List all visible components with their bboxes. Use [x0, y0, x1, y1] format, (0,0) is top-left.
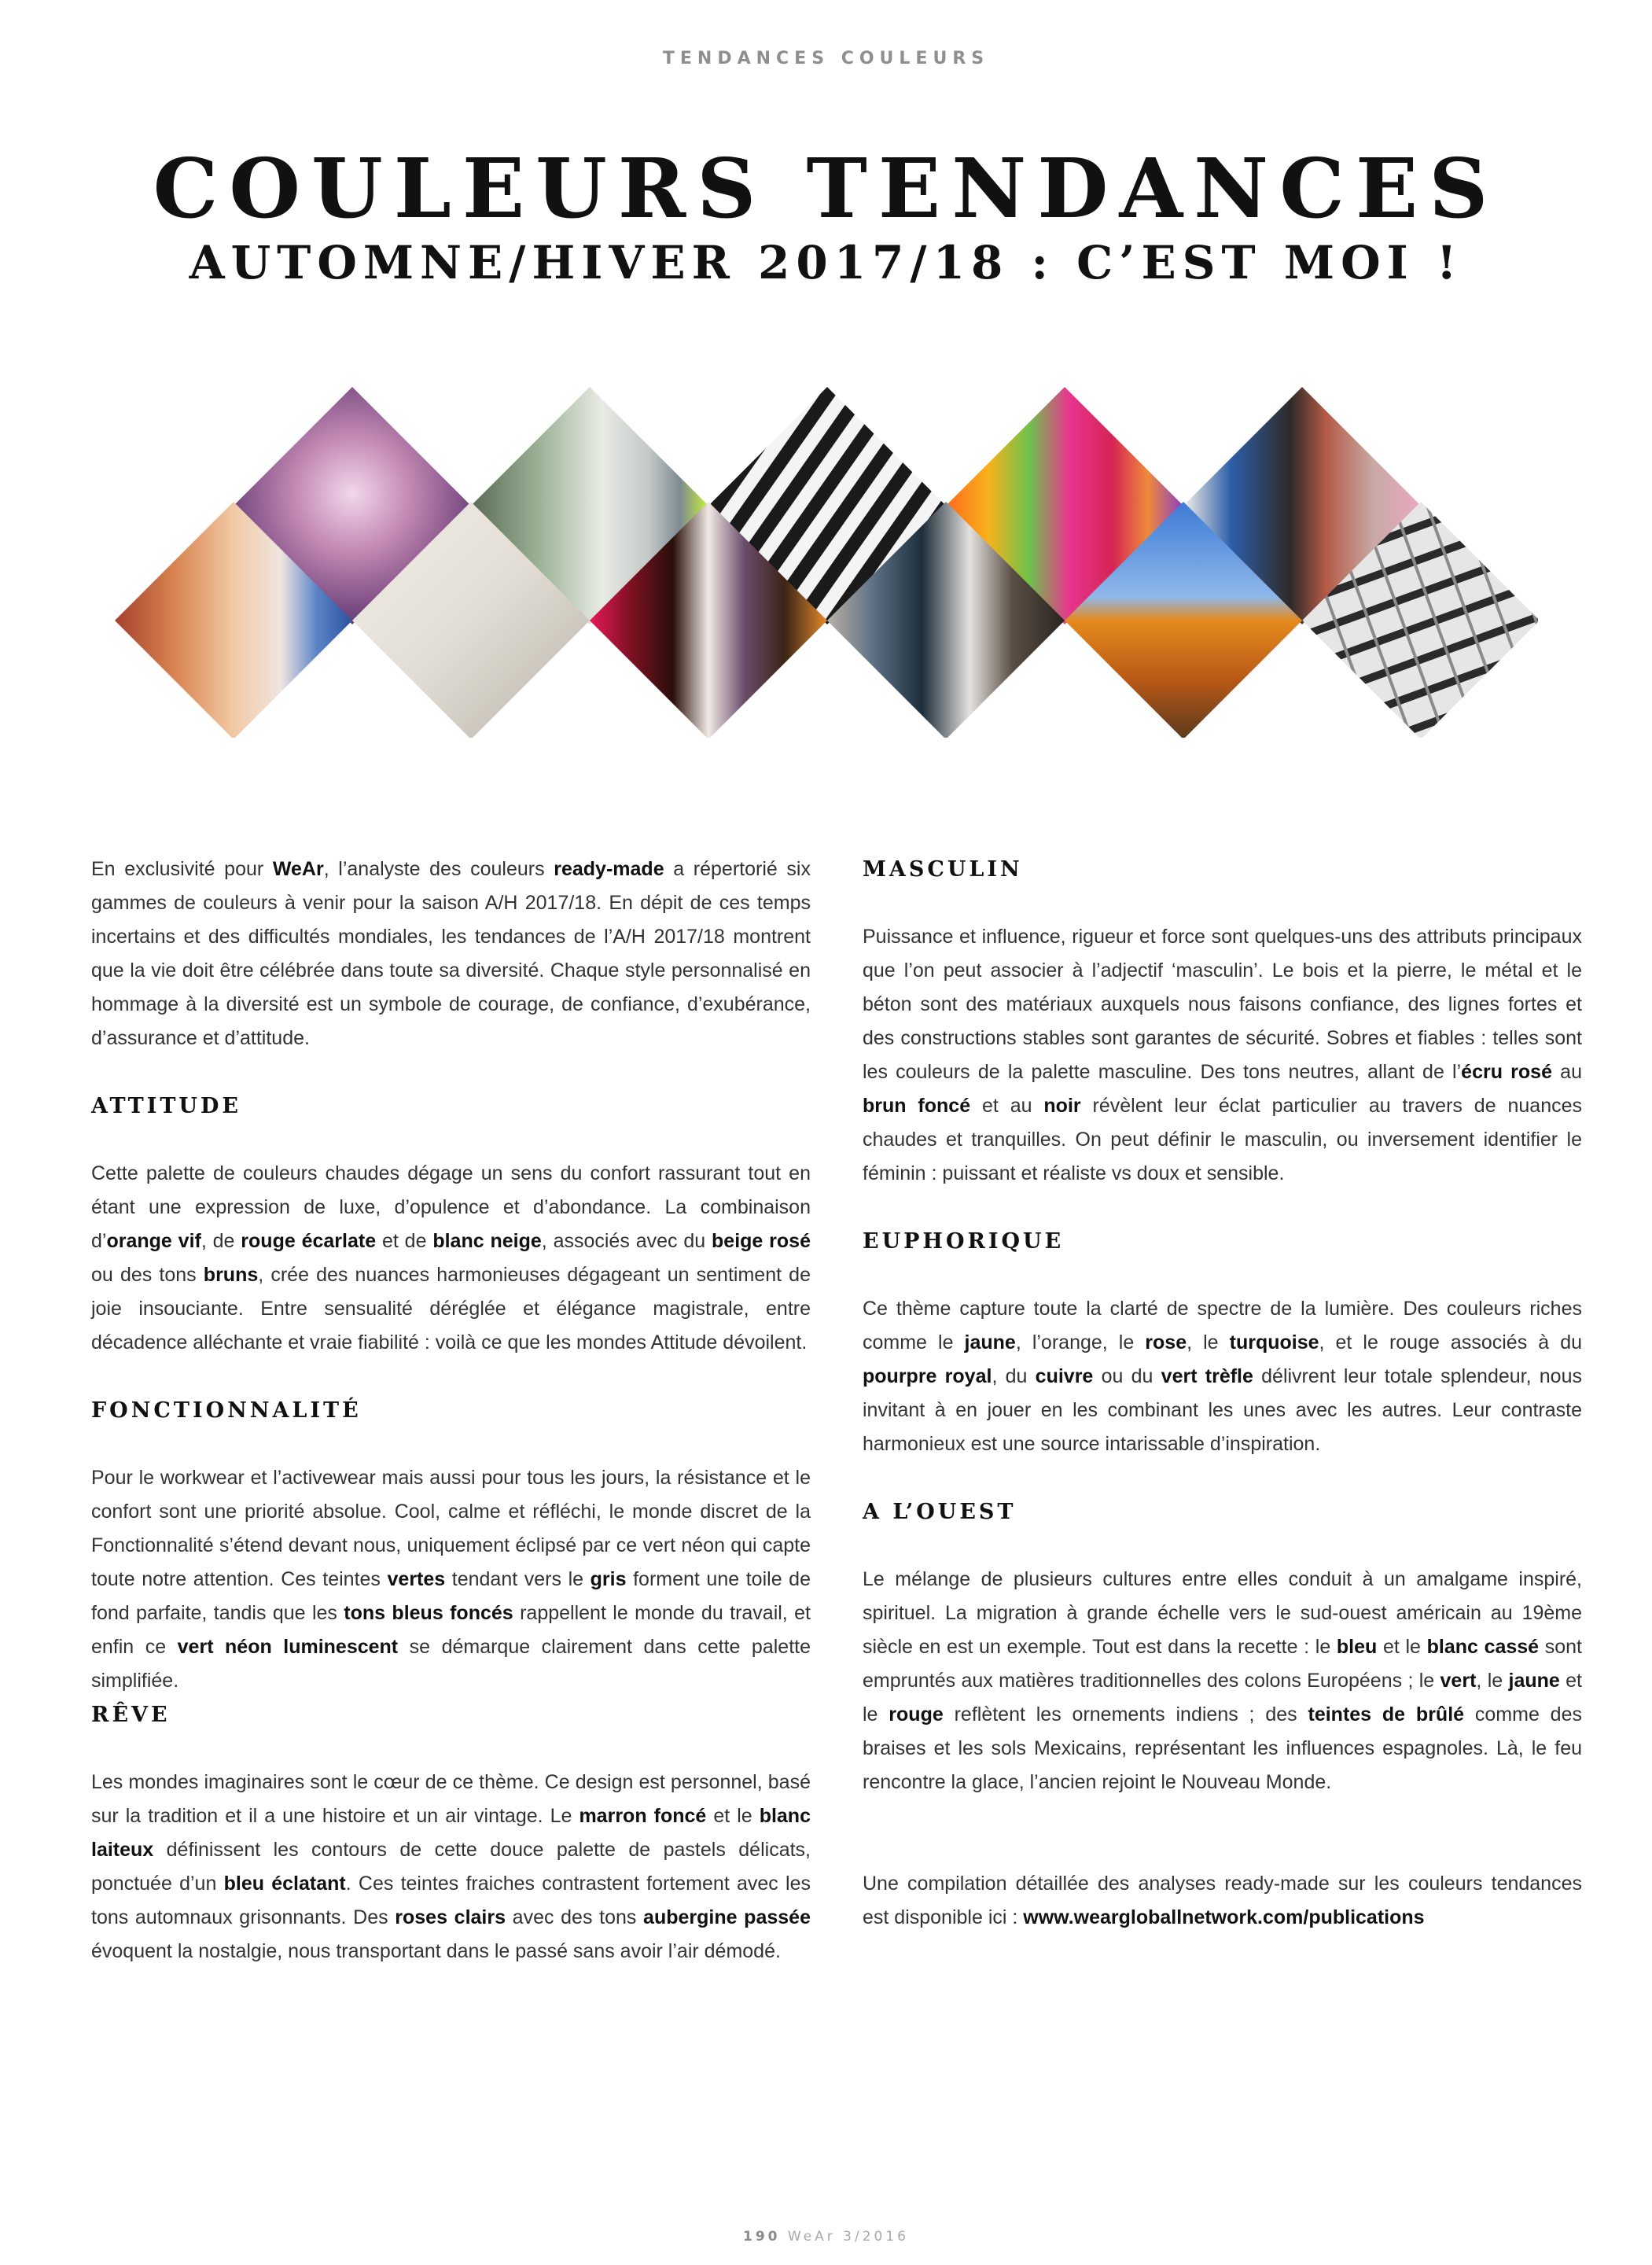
intro-paragraph: En exclusivité pour WeAr, l’analyste des couleurs ready-made a répertorié six gammes de couleurs à venir pour la saison A/H 2017/18. En dépit de ces temps incertains et des difficultés mondiales, les tendances de l’A/H 2017/18 montrent que la vie doit être célébrée dans toute sa diversité. Chaque style personnalisé en hommage à la diversité est un symbole de courage, de confiance, d’exubérance, d’assurance et d’attitude. — [91, 858, 811, 1049]
section-heading-ouest: A L’OUEST — [863, 1500, 1017, 1524]
section-body-masculin: Puissance et influence, rigueur et force sont quelques-uns des attributs principaux que l’on peut associer à l’adjectif ‘masculin’. Le bois et la pierre, le métal et le béton sont des matériaux auxquels nous faisons confiance, des lignes fortes et des constructions stables sont garantes de sécurité. Sobres et fiables : telles sont les couleurs de la palette masculine. Des tons neutres, allant de l’écru rosé au brun foncé et au noir révèlent leur éclat particulier au travers de nuances chaudes et tranquilles. On peut définir le masculin, ou inversement identifier le féminin : puissant et réaliste vs doux et sensible. — [863, 926, 1582, 1184]
section-heading-fonctionnalite: FONCTIONNALITÉ — [91, 1398, 362, 1423]
section-body-euphorique: Ce thème capture toute la clarté de spectre de la lumière. Des couleurs riches comme le jaune, l’orange, le rose, le turquoise, et le rouge associés à du pourpre royal, du cuivre ou du vert trèfle délivrent leur totale splendeur, nous invitant à en jouer en les combinant les unes avec les autres. Leur contraste harmonieux est une source intarissable d’inspiration. — [863, 1298, 1583, 1455]
compilation-note: Une compilation détaillée des analyses ready-made sur les couleurs tendances est disponible ici : www.weargloballnetwork.com/publications — [863, 1873, 1582, 1928]
section-body-fonctionnalite: Pour le workwear et l’activewear mais aussi pour tous les jours, la résistance et le confort sont une priorité absolue. Cool, calme et réfléchi, le monde discret de la Fonctionnalité s’étend devant nous, uniquement éclipsé par ce vert néon qui capte toute notre attention. Ces teintes vertes tendant vers le gris forment une toile de fond parfaite, tandis que les tons bleus foncés rappellent le monde du travail, et enfin ce vert néon luminescent se démarque clairement dans cette palette simplifiée. — [91, 1467, 811, 1692]
color-mosaic — [115, 376, 1538, 738]
page-title: COULEURS TENDANCES — [153, 140, 1499, 237]
section-heading-reve: RÊVE — [91, 1703, 171, 1727]
section-body-reve: Les mondes imaginaires sont le cœur de ce thème. Ce design est personnel, basé sur la tradition et il a une histoire et un air vintage. Le marron foncé et le blanc laiteux définissent les contours de cette douce palette de pastels délicats, ponctuée d’un bleu éclatant. Ces teintes fraiches contrastent fortement avec les tons automnaux grisonnants. Des roses clairs avec des tons aubergine passée évoquent la nostalgie, nous transportant dans le passé sans avoir l’air démodé. — [91, 1771, 811, 1962]
page-folio — [0, 2229, 1652, 2245]
section-heading-euphorique: EUPHORIQUE — [863, 1229, 1065, 1254]
section-body-ouest: Le mélange de plusieurs cultures entre elles conduit à un amalgame inspiré, spirituel. La migration à grande échelle vers le sud-ouest américain au 19ème siècle en est un exemple. Tout est dans la recette : le bleu et le blanc cassé sont empruntés aux matières traditionnelles des colons Européens ; le vert, le jaune et le rouge reflètent les ornements indiens ; des teintes de brûlé comme des braises et les sols Mexicains, représentant les influences espagnoles. Là, le feu rencontre la glace, l’ancien rejoint le Nouveau Monde. — [863, 1568, 1583, 1793]
section-heading-masculin: MASCULIN — [863, 857, 1023, 882]
section-body-attitude: Cette palette de couleurs chaudes dégage un sens du confort rassurant tout en étant une expression de luxe, d’opulence et d’abondance. La combinaison d’orange vif, de rouge écarlate et de blanc neige, associés avec du beige rosé ou des tons bruns, crée des nuances harmonieuses dégageant un sentiment de joie insouciante. Entre sensualité déréglée et élégance magistrale, entre décadence alléchante et vraie fiabilité : voilà ce que les mondes Attitude dévoilent. — [91, 1162, 811, 1353]
running-head: TENDANCES COULEURS — [662, 49, 990, 68]
left-column — [91, 853, 811, 1969]
issue-label: WeAr 3/2016 — [787, 2229, 909, 2245]
right-column — [863, 853, 1582, 1935]
page-number: 190 — [742, 2229, 781, 2245]
section-heading-attitude: ATTITUDE — [91, 1094, 241, 1118]
publications-link[interactable]: www.weargloballnetwork.com/publications — [1023, 1906, 1425, 1928]
page-subtitle: AUTOMNE/HIVER 2017/18 : C’EST MOI ! — [189, 236, 1463, 289]
